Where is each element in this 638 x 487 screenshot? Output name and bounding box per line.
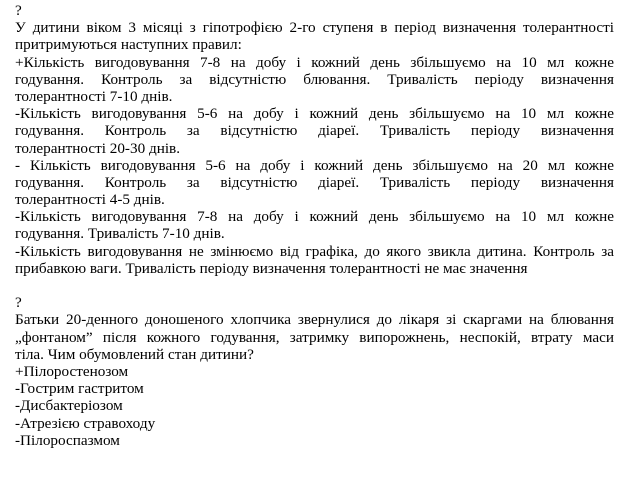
answer-option-correct: +Кількість вигодовування 7-8 на добу і кожний день збільшуємо на 10 мл кожне <box>15 53 614 71</box>
question-text-line: тіла. Чим обумовлений стан дитини? <box>15 345 254 363</box>
answer-option-text-line: прибавкою ваги. Тривалість періоду визначення толерантності не має значення <box>15 259 528 277</box>
question-text-line: „фонтаном” після кожного годування, затримку випорожнень, неспокій, втрату маси <box>15 328 614 346</box>
answer-option-text-line: толерантності 4-5 днів. <box>15 191 165 209</box>
answer-option: -Кількість вигодовування 5-6 на добу і кожний день збільшуємо на 10 мл кожне <box>15 105 614 123</box>
document-body <box>15 2 614 449</box>
answer-option: - Кількість вигодовування 5-6 на добу і кожний день збільшуємо на 20 мл кожне <box>15 156 614 174</box>
answer-option: -Кількість вигодовування не змінюємо від графіка, до якого звикла дитина. Контроль за <box>15 242 614 260</box>
question-text-line: Батьки 20-денного доношеного хлопчика звернулися до лікаря зі скаргами на блювання <box>15 311 614 329</box>
answer-option-text-line: толерантності 7-10 днів. <box>15 87 173 105</box>
answer-option: -Пілороспазмом <box>15 431 120 449</box>
paragraph-spacer <box>15 277 614 294</box>
answer-option-text-line: годування. Контроль за відсутністю діареї. Тривалість періоду визначення <box>15 173 614 191</box>
answer-option-text-line: толерантності 20-30 днів. <box>15 139 181 157</box>
question-marker: ? <box>15 2 22 19</box>
answer-option: -Гострим гастритом <box>15 380 144 398</box>
answer-option-text-line: годування. Контроль за відсутністю діареї. Тривалість періоду визначення <box>15 122 614 140</box>
answer-option: -Дисбактеріозом <box>15 397 123 415</box>
question-text-line: У дитини віком 3 місяці з гіпотрофією 2-го ступеня в період визначення толерантності <box>15 19 614 37</box>
question-marker: ? <box>15 294 22 312</box>
answer-option-correct: +Пілоростенозом <box>15 362 129 380</box>
answer-option-text-line: годування. Контроль за відсутністю блювання. Тривалість періоду визначення <box>15 70 614 88</box>
answer-option: -Кількість вигодовування 7-8 на добу і кожний день збільшуємо на 10 мл кожне <box>15 208 614 226</box>
answer-option-text-line: годування. Тривалість 7-10 днів. <box>15 225 225 243</box>
answer-option: -Атрезією стравоходу <box>15 414 156 432</box>
question-text-line: притримуються наступних правил: <box>15 36 242 54</box>
